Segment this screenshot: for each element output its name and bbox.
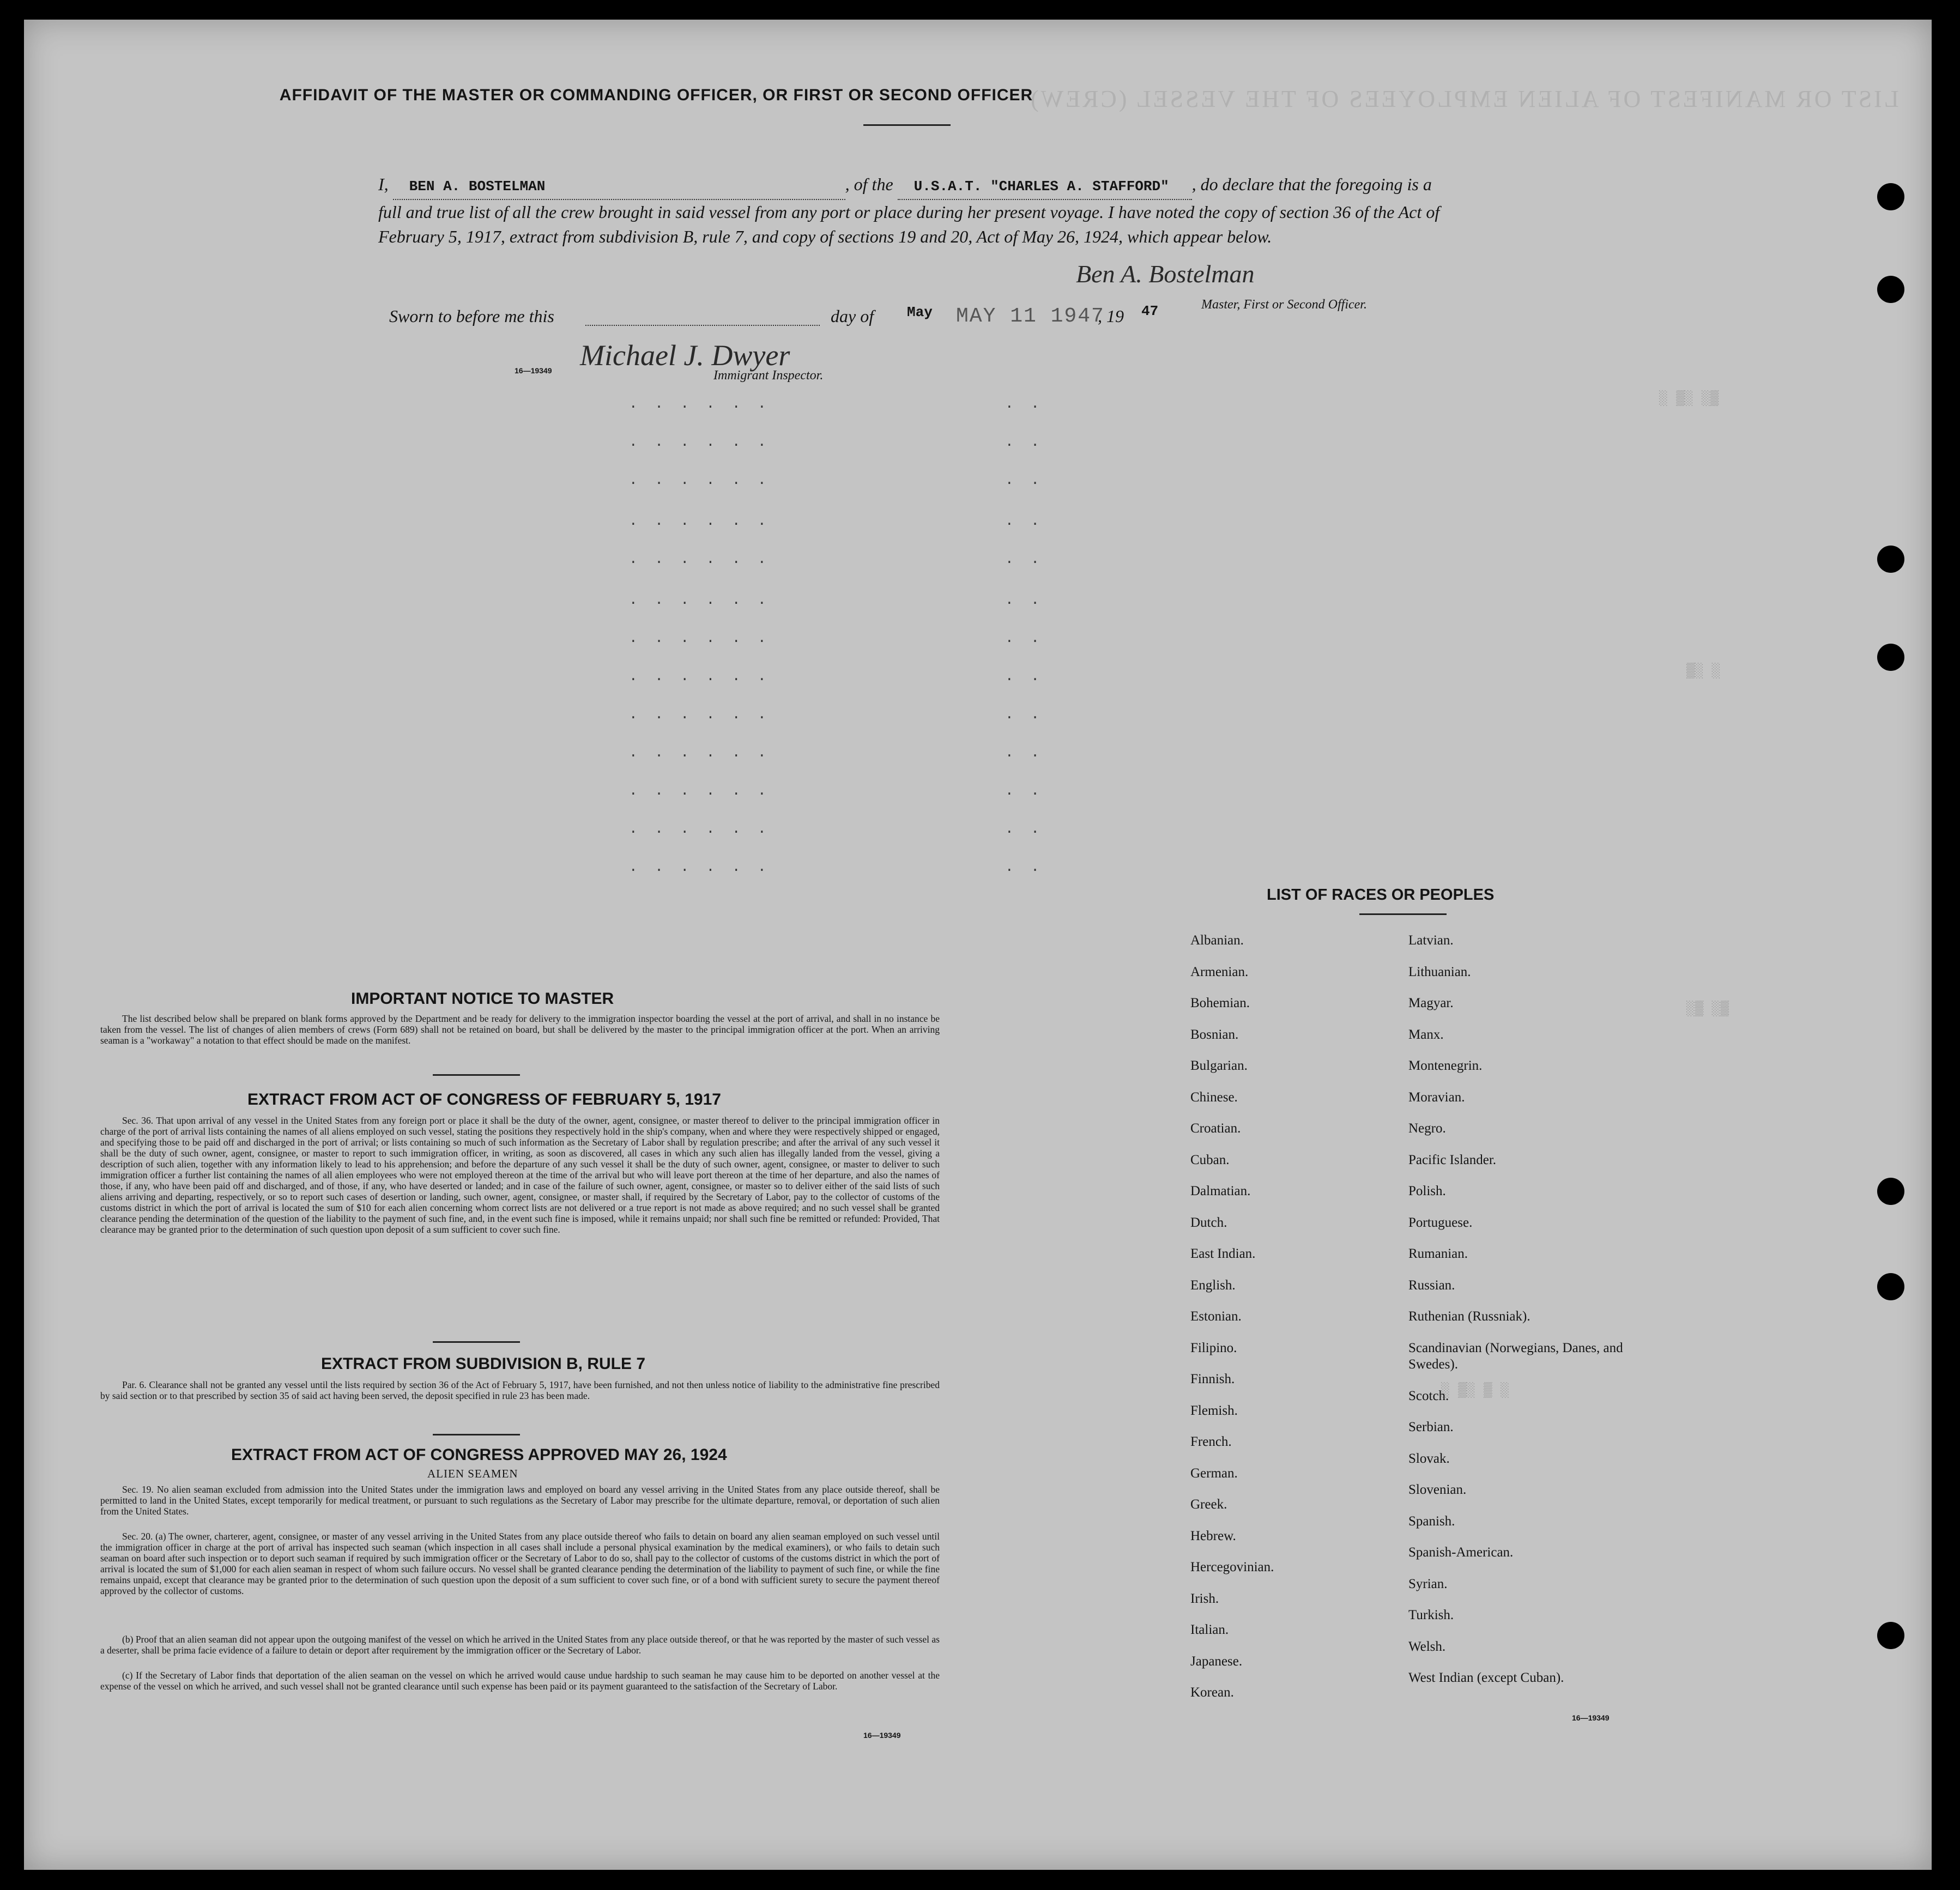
dot-leader: . . bbox=[1005, 551, 1044, 567]
inspector-signature: Michael J. Dwyer bbox=[580, 339, 790, 372]
dot-leader: . . bbox=[1005, 706, 1044, 723]
dot-leader: . . bbox=[1005, 668, 1044, 684]
race-item: Negro. bbox=[1408, 1121, 1446, 1136]
title-rule bbox=[863, 124, 951, 126]
punch-hole bbox=[1877, 1178, 1904, 1205]
sec20b-text: (b) Proof that an alien seaman did not appear upon the outgoing manifest of the vessel on which he arrived in the United States from any place outside thereof, or that he was reported by the master of such vessel as a deserter, shall be prima facie evidence of a failure to detain or deport after requirement by the immigration officer or the Secretary of Labor. bbox=[100, 1634, 940, 1656]
race-item: Flemish. bbox=[1190, 1403, 1238, 1418]
dot-leader: . . bbox=[1005, 744, 1044, 761]
sworn-label: Sworn to before me this bbox=[389, 306, 554, 326]
race-item: Cuban. bbox=[1190, 1152, 1230, 1167]
form-number: 16—19349 bbox=[1572, 1713, 1610, 1722]
notice-text: The list described below shall be prepared on blank forms approved by the Department and be ready for delivery to the immigration inspector boarding the vessel at the port of arrival, and shall in no instance be taken from the vessel. The list of changes of alien members of crews (Form 689) shall not be retained on board, but shall be delivered by the master to the principal immigration officer at the port. When an arriving seaman is a "workaway" a notation to that effect should be made on the manifest. bbox=[100, 1013, 940, 1046]
section-rule bbox=[433, 1341, 520, 1343]
i-label: I, bbox=[378, 174, 389, 194]
inspector-caption: Immigrant Inspector. bbox=[713, 368, 824, 383]
rule7-text: Par. 6. Clearance shall not be granted any vessel until the lists required by section 36 of the Act of February 5, 1917, have been furnished, and not then unless notice of liability to the administrative fine prescribed by said section or to that prescribed by section 35 of said act having been served, the deposit specified in rule 23 has been made. bbox=[100, 1379, 940, 1401]
race-item: Irish. bbox=[1190, 1591, 1219, 1606]
dot-leader: . . . . . . bbox=[629, 821, 771, 837]
vessel-name-field: U.S.A.T. "CHARLES A. STAFFORD" bbox=[898, 174, 1192, 200]
master-caption: Master, First or Second Officer. bbox=[1201, 298, 1367, 312]
dot-leader: . . bbox=[1005, 434, 1044, 450]
race-item: West Indian (except Cuban). bbox=[1408, 1670, 1564, 1685]
race-item: Turkish. bbox=[1408, 1608, 1454, 1622]
race-item: Filipino. bbox=[1190, 1340, 1237, 1355]
notice-heading: IMPORTANT NOTICE TO MASTER bbox=[351, 990, 614, 1008]
dot-leader: . . bbox=[1005, 821, 1044, 837]
race-item: Rumanian. bbox=[1408, 1246, 1468, 1261]
date-stamp: MAY 11 1947 bbox=[956, 305, 1105, 328]
race-item: Dutch. bbox=[1190, 1215, 1227, 1230]
dot-leader: . . bbox=[1005, 592, 1044, 608]
punch-hole bbox=[1877, 1622, 1904, 1649]
sec20c-text: (c) If the Secretary of Labor finds that deportation of the alien seaman on the vessel on which he arrived would cause undue hardship to such seaman he may cause him to be deported on another vessel at the expense of the vessel on which he arrived, and such vessel shall not be granted clearance until such expense has been paid or its payment guaranteed to the satisfaction of the Secretary of Labor. bbox=[100, 1670, 940, 1692]
race-item: Portuguese. bbox=[1408, 1215, 1473, 1230]
dot-leader: . . . . . . bbox=[629, 859, 771, 875]
master-signature: Ben A. Bostelman bbox=[1076, 260, 1255, 288]
dot-leader: . . bbox=[1005, 472, 1044, 488]
race-item: German. bbox=[1190, 1465, 1238, 1481]
extract-1924-heading: EXTRACT FROM ACT OF CONGRESS APPROVED MAY 26, 1924 bbox=[231, 1446, 727, 1464]
race-item: Russian. bbox=[1408, 1277, 1455, 1293]
dot-leader: . . . . . . bbox=[629, 744, 771, 761]
race-item: Hercegovinian. bbox=[1190, 1560, 1274, 1574]
race-item: Finnish. bbox=[1190, 1372, 1235, 1386]
dot-leader: . . . . . . bbox=[629, 472, 771, 488]
race-item: Magyar. bbox=[1408, 996, 1454, 1010]
race-item: Slovenian. bbox=[1408, 1482, 1467, 1497]
dot-leader: . . . . . . bbox=[629, 434, 771, 450]
race-item: Bohemian. bbox=[1190, 996, 1250, 1010]
bleed-through-mark: ░ ▒░ ░▒ bbox=[1659, 390, 1719, 407]
races-heading: LIST OF RACES OR PEOPLES bbox=[1267, 886, 1495, 904]
do-declare-label: , do declare bbox=[1191, 174, 1274, 194]
affidavit-title: AFFIDAVIT OF THE MASTER OR COMMANDING OFFICER, OR FIRST OR SECOND OFFICER bbox=[279, 86, 1033, 104]
race-item: Croatian. bbox=[1190, 1121, 1241, 1136]
year-prefix: , 19 bbox=[1098, 306, 1124, 326]
race-item: Spanish-American. bbox=[1408, 1545, 1514, 1560]
form-number: 16—19349 bbox=[515, 366, 552, 375]
dot-leader: . . . . . . bbox=[629, 668, 771, 684]
race-item: Polish. bbox=[1408, 1184, 1446, 1198]
bleed-through-text: LIST OR MANIFEST OF ALIEN EMPLOYEES OF THE VESSEL (CREW) bbox=[1029, 86, 1899, 112]
punch-hole bbox=[1877, 546, 1904, 573]
race-item: French. bbox=[1190, 1434, 1232, 1449]
race-item: Scotch. bbox=[1408, 1388, 1449, 1403]
section-rule bbox=[433, 1434, 520, 1435]
document-page bbox=[24, 20, 1932, 1870]
dot-leader: . . . . . . bbox=[629, 551, 771, 567]
section-rule bbox=[433, 1074, 520, 1076]
race-item: Latvian. bbox=[1408, 933, 1454, 948]
race-item: Scandinavian (Norwegians, Danes, and Swedes). bbox=[1408, 1340, 1623, 1372]
form-number: 16—19349 bbox=[863, 1731, 901, 1740]
dot-leader: . . . . . . bbox=[629, 630, 771, 646]
sec19-text: Sec. 19. No alien seaman excluded from admission into the United States under the immigration laws and employed on board any vessel arriving in the United States from any place outside thereof, shall be permitted to land in the United States, except temporarily for medical treatment, or pursuant to such regulations as the Secretary of Labor may prescribe for the ultimate departure, removal, or deportation of such alien from the United States. bbox=[100, 1484, 940, 1517]
race-item: Italian. bbox=[1190, 1622, 1229, 1637]
extract-1917-text: Sec. 36. That upon arrival of any vessel in the United States from any foreign port or place it shall be the duty of the owner, agent, consignee, or master thereof to deliver to the principal immigration officer in charge of the port of arrival lists containing the names of all aliens employed on such vessel, stating the positions they respectively hold in the ship's company, when and where they were respectively shipped or engaged, and specifying those to be paid off and discharged in the port of arrival; or lists containing so much of such information as the Secretary of Labor shall by regulation prescribe; and after the arrival of any such vessel it shall be the duty of such owner, agent, consignee, or master to report to such immigration officer, in writing, as soon as discovered, all cases in which any such alien has illegally landed from the vessel, giving a description of such alien, together with any information likely to lead to his apprehension; and before the departure of any such vessel it shall be the duty of such owner, agent, consignee, or master to deliver to such immigration officer a further list containing the names of all alien employees who were not employed thereon at the time of the arrival but who will leave port thereon at the time of her departure, and also the names of those, if any, who have been paid off and discharged, and of those, if any, who have deserted or landed; and in case of the failure of such owner, agent, consignee, or master so to deliver either of the said lists of such aliens arriving and departing, respectively, or so to report such cases of desertion or landing, such owner, agent, consignee, or master shall, if required by the Secretary of Labor, pay to the collector of customs of the customs district in which the port of arrival is located the sum of $10 for each alien concerning whom correct lists are not delivered or a true report is not made as above required; and no such vessel shall be granted clearance pending the determination of the question of the liability to the payment of such fine, and, in the event such fine is imposed, while it remains unpaid; nor shall such fine be remitted or refunded: Provided, That clearance may be granted prior to the determination of such question upon deposit of a sum sufficient to cover such fine. bbox=[100, 1115, 940, 1235]
affidavit-declaration bbox=[378, 172, 1441, 249]
race-item: Serbian. bbox=[1408, 1420, 1454, 1434]
day-of-label: day of bbox=[831, 306, 874, 326]
race-item: East Indian. bbox=[1190, 1246, 1256, 1261]
bleed-through-mark: ░ ▒░ ▒ ░ bbox=[1441, 1382, 1509, 1398]
punch-hole bbox=[1877, 1273, 1904, 1300]
race-item: Montenegrin. bbox=[1408, 1058, 1483, 1073]
bleed-through-mark: ▒░ ░ bbox=[1686, 663, 1721, 679]
sworn-day-field bbox=[585, 325, 820, 326]
dot-leader: . . bbox=[1005, 783, 1044, 799]
punch-hole bbox=[1877, 644, 1904, 671]
punch-hole bbox=[1877, 183, 1904, 210]
dot-leader: . . . . . . bbox=[629, 396, 771, 412]
race-item: Hebrew. bbox=[1190, 1528, 1236, 1543]
race-item: Syrian. bbox=[1408, 1576, 1448, 1591]
rule7-heading: EXTRACT FROM SUBDIVISION B, RULE 7 bbox=[321, 1355, 646, 1373]
dot-leader: . . . . . . bbox=[629, 706, 771, 723]
of-the-label: , of the bbox=[845, 174, 893, 194]
dot-leader: . . . . . . bbox=[629, 783, 771, 799]
race-item: Manx. bbox=[1408, 1027, 1444, 1042]
race-item: Armenian. bbox=[1190, 964, 1249, 979]
dot-leader: . . . . . . bbox=[629, 592, 771, 608]
alien-seamen-subheading: ALIEN SEAMEN bbox=[427, 1467, 518, 1480]
bleed-through-mark: ░▒ ░▒ bbox=[1686, 1001, 1729, 1017]
race-item: Chinese. bbox=[1190, 1089, 1238, 1105]
race-item: Pacific Islander. bbox=[1408, 1152, 1497, 1167]
race-item: Moravian. bbox=[1408, 1089, 1465, 1105]
race-item: Korean. bbox=[1190, 1685, 1234, 1700]
year-suffix: 47 bbox=[1141, 303, 1159, 319]
dot-leader: . . bbox=[1005, 859, 1044, 875]
race-item: Albanian. bbox=[1190, 933, 1244, 948]
race-item: Dalmatian. bbox=[1190, 1184, 1251, 1198]
race-item: Spanish. bbox=[1408, 1513, 1455, 1529]
races-rule bbox=[1359, 913, 1447, 915]
race-item: Greek. bbox=[1190, 1497, 1227, 1512]
dot-leader: . . bbox=[1005, 396, 1044, 412]
month-field: May bbox=[907, 304, 933, 320]
punch-hole bbox=[1877, 276, 1904, 303]
race-item: Ruthenian (Russniak). bbox=[1408, 1309, 1531, 1324]
dot-leader: . . bbox=[1005, 513, 1044, 529]
race-item: Estonian. bbox=[1190, 1309, 1242, 1324]
sec20a-text: Sec. 20. (a) The owner, charterer, agent, consignee, or master of any vessel arriving in the United States from any place outside thereof who fails to detain on board any alien seaman employed on such vessel until the immigration officer in charge at the port of arrival has inspected such seaman (which inspection in all cases shall include a personal physical examination by the medical examiners), or who fails to detain such seaman on board after such inspection or to deport such seaman if required by such immigration officer or the Secretary of Labor to do so, shall pay to the collector of customs of the customs district in which the port of arrival is located the sum of $1,000 for each alien seaman in respect of whom such failure occurs. No vessel shall be granted clearance pending the determination of the liability to payment of such fine, or while the fine remains unpaid, except that clearance may be granted prior to the determination of such question upon the deposit of a sum sufficient to cover such fine, or of a bond with sufficient surety to secure the payment thereof approved by the collector of customs. bbox=[100, 1531, 940, 1596]
race-item: Bulgarian. bbox=[1190, 1058, 1248, 1073]
race-item: English. bbox=[1190, 1277, 1236, 1293]
dot-leader: . . . . . . bbox=[629, 513, 771, 529]
race-item: Welsh. bbox=[1408, 1639, 1446, 1654]
master-name-field: BEN A. BOSTELMAN bbox=[393, 174, 845, 200]
race-item: Lithuanian. bbox=[1408, 964, 1471, 979]
race-item: Slovak. bbox=[1408, 1451, 1450, 1466]
race-item: Japanese. bbox=[1190, 1653, 1243, 1669]
extract-1917-heading: EXTRACT FROM ACT OF CONGRESS OF FEBRUARY 5, 1917 bbox=[247, 1091, 721, 1108]
race-item: Bosnian. bbox=[1190, 1027, 1239, 1042]
declaration-body: that the foregoing is a full and true list of all the crew brought in said vessel from any port or place during her present voyage. I have noted the copy of section 36 of the Act of February 5, 1917, extract from subdivision B, rule 7, and copy of sections 19 and 20, Act of May 26, 1924, which appear below. bbox=[378, 174, 1440, 246]
dot-leader: . . bbox=[1005, 630, 1044, 646]
